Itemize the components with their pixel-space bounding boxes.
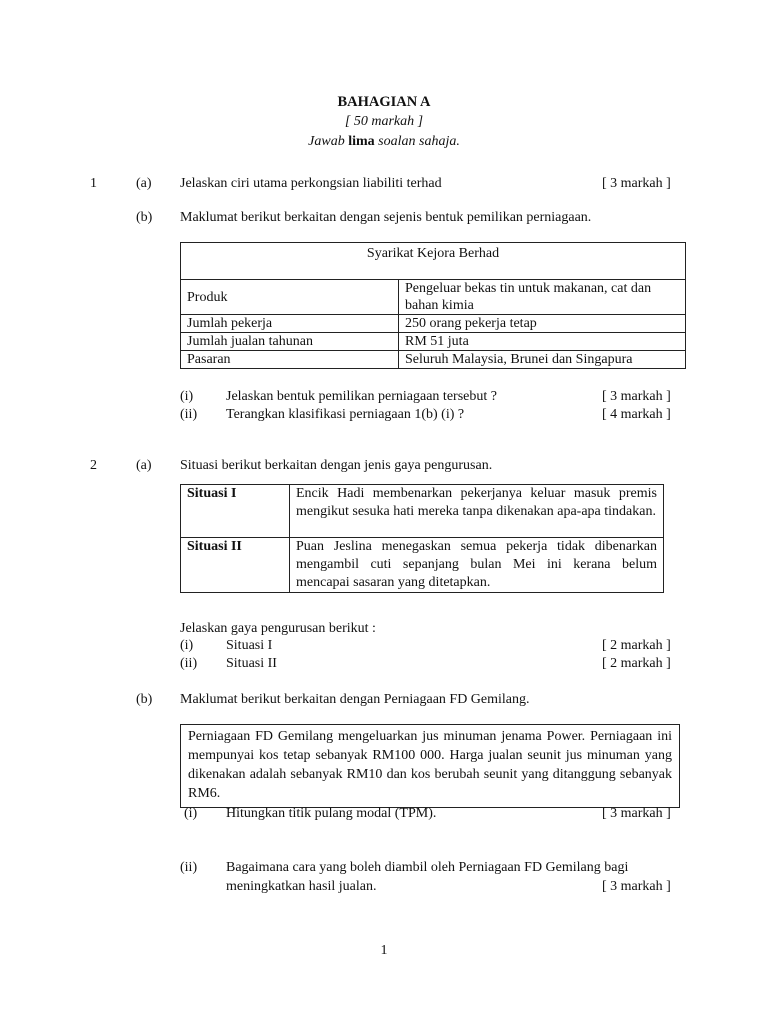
section-marks: [ 50 markah ]: [344, 114, 424, 129]
section-title: BAHAGIAN A: [337, 94, 431, 110]
sub-label: (i): [180, 389, 194, 404]
sub-label: (ii): [180, 656, 198, 671]
marks-label: [ 4 markah ]: [602, 407, 671, 422]
page-number: 1: [380, 943, 388, 958]
marks-label: [ 2 markah ]: [602, 638, 671, 653]
sub-label: (i): [180, 638, 194, 653]
table-cell-value: Encik Hadi membenarkan pekerjanya keluar masuk premis mengikut sesuka hati mereka tanpa dikenakan apa-apa tindakan.: [290, 485, 664, 538]
part-label: (a): [136, 458, 152, 473]
table-cell-value: Pengeluar bekas tin untuk makanan, cat dan bahan kimia: [399, 280, 686, 315]
marks-label: [ 3 markah ]: [602, 389, 671, 404]
sub-label: (i): [184, 806, 198, 821]
question-text: Situasi I: [226, 638, 273, 653]
table-row: [181, 538, 664, 593]
part-label: (b): [136, 692, 153, 707]
table-cell-value: Puan Jeslina menegaskan semua pekerja tidak dibenarkan mengambil cuti sepanjang bulan Mei ini kerana belum mencapai sasaran yang ditetapkan.: [290, 538, 664, 593]
table-row: [181, 280, 686, 315]
table-row: [181, 351, 686, 369]
table-row: [181, 315, 686, 333]
table-title: Syarikat Kejora Berhad: [181, 243, 686, 280]
sub-label: (ii): [180, 860, 198, 875]
question-number: 1: [90, 176, 97, 191]
table-cell-value: 250 orang pekerja tetap: [399, 315, 686, 333]
table-cell-value: RM 51 juta: [399, 333, 686, 351]
question-prompt: Jelaskan gaya pengurusan berikut :: [180, 621, 376, 636]
marks-label: [ 2 markah ]: [602, 656, 671, 671]
table-cell-key: Pasaran: [181, 351, 399, 369]
question-text: Maklumat berikut berkaitan dengan Perniagaan FD Gemilang.: [180, 692, 530, 707]
question-text: Situasi berikut berkaitan dengan jenis gaya pengurusan.: [180, 458, 493, 473]
question-text: meningkatkan hasil jualan.: [226, 879, 377, 894]
table-cell-value: Seluruh Malaysia, Brunei dan Singapura: [399, 351, 686, 369]
question-text: Jelaskan bentuk pemilikan perniagaan tersebut ?: [226, 389, 497, 404]
question-text: Bagaimana cara yang boleh diambil oleh Perniagaan FD Gemilang bagi: [226, 860, 629, 875]
table-cell-key: Jumlah pekerja: [181, 315, 399, 333]
situation-table: [180, 484, 664, 593]
question-number: 2: [90, 458, 97, 473]
question-text: Hitungkan titik pulang modal (TPM).: [226, 806, 437, 821]
part-label: (a): [136, 176, 152, 191]
question-text: Terangkan klasifikasi perniagaan 1(b) (i) ?: [226, 407, 465, 422]
part-label: (b): [136, 210, 153, 225]
marks-label: [ 3 markah ]: [602, 879, 671, 894]
business-info-box: Perniagaan FD Gemilang mengeluarkan jus minuman jenama Power. Perniagaan ini mempunyai kos tetap sebanyak RM100 000. Harga jualan seunit jus minuman yang dikenakan adalah sebanyak RM10 dan kos berubah seunit yang ditanggung sebanyak RM6.: [180, 724, 680, 808]
marks-label: [ 3 markah ]: [602, 806, 671, 821]
table-cell-key: Produk: [181, 280, 399, 315]
question-text: Situasi II: [226, 656, 277, 671]
table-cell-key: Situasi II: [181, 538, 290, 593]
company-info-table: [180, 242, 686, 369]
table-cell-key: Jumlah jualan tahunan: [181, 333, 399, 351]
table-cell-key: Situasi I: [181, 485, 290, 538]
table-row: [181, 485, 664, 538]
table-row: [181, 333, 686, 351]
sub-label: (ii): [180, 407, 198, 422]
question-text: Jelaskan ciri utama perkongsian liabiliti terhad: [180, 176, 442, 191]
marks-label: [ 3 markah ]: [602, 176, 671, 191]
section-instruction: Jawab lima soalan sahaja.: [308, 134, 460, 149]
question-text: Maklumat berikut berkaitan dengan sejenis bentuk pemilikan perniagaan.: [180, 210, 592, 225]
